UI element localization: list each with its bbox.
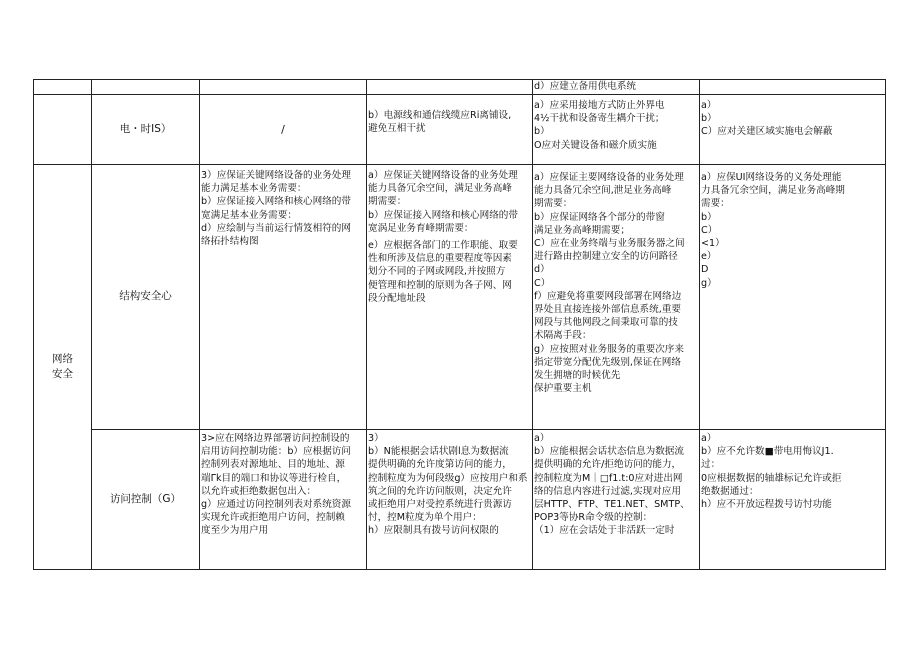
text-line: 4½干扰和设备寄生耦介干扰； bbox=[534, 113, 665, 125]
text-line: O应对关键设备和磁介质实施 bbox=[534, 139, 657, 151]
text-line: 层HTTP、FTP、TE1.NET、SMTP、 bbox=[534, 499, 690, 511]
text-line: 度至少为用户用 bbox=[201, 525, 269, 537]
text-line: b）应不允许数■带电用悔议J1. bbox=[701, 446, 834, 458]
text-line: a）应采用接地方式防止外界电 bbox=[534, 100, 665, 111]
text-line: 需要： bbox=[701, 198, 730, 210]
text-line: 发生拥塘的时候优先 bbox=[534, 370, 621, 382]
text-line: h）应不开放远程拨号访忖功能 bbox=[701, 499, 832, 511]
not-applicable-mark: / bbox=[281, 122, 285, 136]
text-line: g）应按照对业务服务的重要次序来 bbox=[534, 343, 684, 355]
text-line: a）应保证主要网络设备的业务处理 bbox=[534, 172, 684, 183]
category-network-security bbox=[34, 165, 92, 570]
text-line: 保护重要主机 bbox=[534, 383, 592, 395]
text-line: b）应能根据会话状态信息为数据流 bbox=[534, 446, 684, 458]
text-line: 实现允许或拒绝用户访问，控制赖 bbox=[201, 512, 345, 524]
text-line: 能力具备冗余空间,泄足业务高峰 bbox=[534, 185, 672, 197]
text-line: 过： bbox=[701, 459, 721, 471]
text-line: 能力满足基本业务需要： bbox=[201, 183, 307, 195]
text-line: 性和所涉及信息的重要程度等因素 bbox=[368, 253, 512, 265]
text-line: 界处且直接连接外部信息系统,重要 bbox=[534, 304, 681, 316]
item-structure-security bbox=[92, 165, 200, 430]
item-label: 结构安全心 bbox=[119, 290, 172, 303]
level1-cell-top bbox=[200, 80, 367, 95]
text-line: 络的信息内容进行过滤,实现对应用 bbox=[534, 485, 681, 497]
item-label: 电・时IS） bbox=[119, 122, 172, 135]
row-electromagnetic bbox=[34, 95, 886, 165]
text-line: 控制粒度为为何段级g）应按用户和系 bbox=[368, 472, 528, 484]
level2-cell-electromagnetic bbox=[367, 95, 533, 165]
level1-cell-structure bbox=[200, 165, 367, 430]
level2-cell-access bbox=[367, 430, 533, 570]
text-line: a） bbox=[701, 433, 717, 444]
category-label: 网络 bbox=[52, 353, 73, 365]
text-line: 端Γk目的端口和协议等进行检自， bbox=[201, 472, 347, 484]
level4-cell-structure bbox=[700, 165, 886, 430]
item-label: 访问控制（G） bbox=[109, 492, 182, 505]
security-requirements-table bbox=[33, 79, 886, 570]
text-line: 控制列表对源地址、目的地址、源 bbox=[201, 459, 345, 471]
text-line: （1）应在会话处于非活跃一定时 bbox=[534, 525, 675, 537]
text-line: 便管理和控制的原则为各子网、网 bbox=[368, 279, 512, 291]
text-line: C） bbox=[534, 277, 551, 289]
text-line: POP3等协R命令级的控制： bbox=[534, 512, 653, 524]
text-line: 网段与其他网段之间秉取可靠的技 bbox=[534, 317, 678, 329]
item-cell-top bbox=[92, 80, 200, 95]
text-line: 或拒绝用户对受控系统进行贵源访 bbox=[368, 499, 512, 511]
text-line: C） bbox=[701, 224, 718, 236]
text-line: 3>应在网络边界部署访问控制设的 bbox=[201, 433, 350, 444]
text-line: a）应保证关键网络设备的业务处理 bbox=[368, 170, 518, 181]
text-line: a） bbox=[701, 100, 717, 111]
text-line: b） bbox=[534, 126, 550, 138]
category-cell-top bbox=[34, 80, 92, 95]
text-line: 控制粒度为M｜□f1.t:0应对进出网 bbox=[534, 472, 683, 484]
text-line: d） bbox=[534, 264, 550, 276]
text-line: D bbox=[701, 264, 709, 276]
text-line: 3） bbox=[368, 433, 384, 444]
text-line: 提供明确的允许/拒绝访问的能力， bbox=[534, 459, 682, 471]
text-line: 提供明确的允许度第访问的能力， bbox=[368, 459, 512, 471]
text-line: f）应避免将重要网段部署在网络边 bbox=[534, 290, 682, 302]
text-line: e）应根据各部门的工作职能、取要 bbox=[368, 240, 518, 252]
category-cell-blank bbox=[34, 95, 92, 165]
level1-cell-access bbox=[200, 430, 367, 570]
text-line: 期需要： bbox=[534, 198, 573, 210]
level3-cell-structure bbox=[533, 165, 700, 430]
text-line: 术隔离手段： bbox=[534, 330, 592, 342]
text-line: 指定带宽分配优先级别,保证在网络 bbox=[534, 356, 681, 368]
row-access-control bbox=[34, 430, 886, 570]
text-line: 段分配地址段 bbox=[368, 292, 426, 304]
text-line: 期需要： bbox=[368, 196, 407, 208]
text-line: C）应对关建区域实施电会解蔽 bbox=[701, 126, 833, 138]
text-line: d）应建立备用供电系统 bbox=[534, 81, 637, 92]
text-line: b） bbox=[701, 211, 717, 223]
text-line: 3）应保证关键网络设备的业务处理 bbox=[201, 170, 352, 181]
text-line: a）应保UI网络设务的义务处理能 bbox=[701, 172, 842, 183]
level4-cell-electromagnetic bbox=[700, 95, 886, 165]
text-line: 络拓扑结构图 bbox=[201, 236, 259, 248]
text-line: h）应限制具有拨号访问权限的 bbox=[368, 525, 499, 537]
text-line: 避免互相干扰 bbox=[368, 123, 426, 135]
level2-cell-structure bbox=[367, 165, 533, 430]
text-line: <1） bbox=[701, 238, 725, 250]
text-line: g）应通过访问控制列表对系统资源 bbox=[201, 499, 351, 511]
level4-cell-access bbox=[700, 430, 886, 570]
level4-cell-top bbox=[700, 80, 886, 95]
level1-cell-electromagnetic bbox=[200, 95, 367, 165]
text-line: 能力具备冗余空间，满足业务高峰 bbox=[368, 183, 512, 195]
text-line: b）应保证接入网络和核心网络的带 bbox=[368, 209, 518, 221]
text-line: 忖，控M粒度为单个用户： bbox=[368, 512, 482, 524]
text-line: d）应绘制与当前运行情笈相符的网 bbox=[201, 222, 351, 234]
text-line: 筑之间的允许访问版则，决定允许 bbox=[368, 485, 512, 497]
level3-cell-top bbox=[533, 80, 700, 95]
text-line: 宽满足基本业务需要： bbox=[201, 209, 297, 221]
level2-cell-top bbox=[367, 80, 533, 95]
text-line: b）电源线和通信线缆应Ri离铺设, bbox=[368, 110, 512, 121]
text-line: a） bbox=[534, 433, 550, 444]
text-line: b）应保证接入网络和核心网络的带 bbox=[201, 196, 351, 208]
item-access-control bbox=[92, 430, 200, 570]
text-line: 满足业务高峰期需要； bbox=[534, 224, 630, 236]
row-structure-security bbox=[34, 165, 886, 430]
text-line: b）N能根据会话状剧l息为数据流 bbox=[368, 446, 509, 458]
text-line: e） bbox=[701, 251, 717, 263]
category-label: 安全 bbox=[52, 368, 73, 380]
level3-cell-access bbox=[533, 430, 700, 570]
text-line: 0应根据数据的轴雄标记允许或拒 bbox=[701, 472, 842, 484]
text-line: 启用访问控制功能：b）应根据访问 bbox=[201, 446, 351, 458]
text-line: b）应保证网络各个部分的带窗 bbox=[534, 211, 665, 223]
text-line: 以允许或拒绝数据包出入： bbox=[201, 485, 317, 497]
text-line: 划分不同的子网或网段,并按照方 bbox=[368, 266, 506, 278]
row-power-continued bbox=[34, 80, 886, 95]
text-line: 宽涡足业务育峰期需要： bbox=[368, 222, 474, 234]
text-line: g） bbox=[701, 277, 717, 289]
text-line: b） bbox=[701, 113, 717, 125]
level3-cell-electromagnetic bbox=[533, 95, 700, 165]
text-line: C）应在业务终端与业务服务器之间 bbox=[534, 238, 685, 250]
text-line: 力具备冗余空间，满足业务高峰期 bbox=[701, 185, 845, 197]
item-electromagnetic bbox=[92, 95, 200, 165]
text-line: 绝数据通过： bbox=[701, 485, 759, 497]
text-line: 进行路由控制建立安全的访问路径 bbox=[534, 251, 678, 263]
